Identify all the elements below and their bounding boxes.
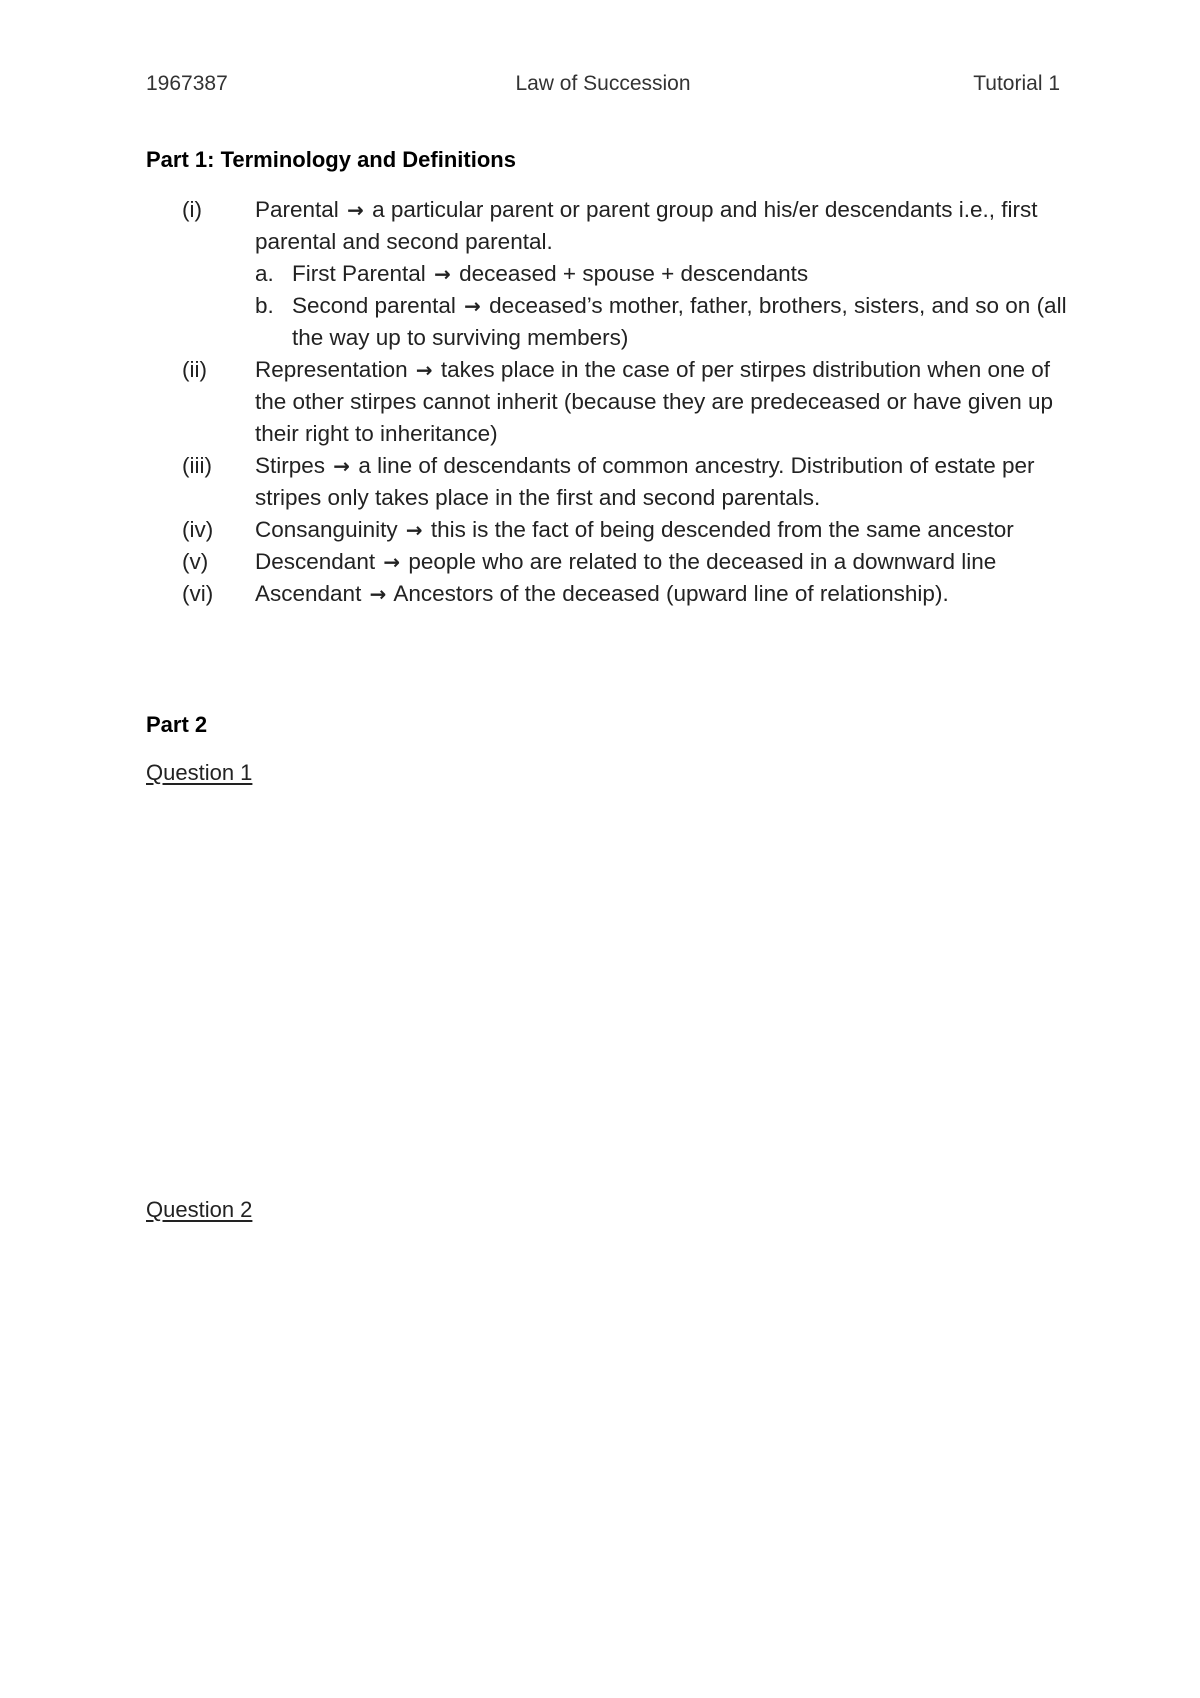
header-course-title: Law of Succession <box>515 72 691 95</box>
arrow-right-icon: → <box>434 262 451 286</box>
definition-numeral: (iii) <box>182 453 212 478</box>
definition-subitem <box>255 290 1071 354</box>
part2-heading: Part 2 <box>146 712 208 737</box>
arrow-right-icon: → <box>383 550 401 574</box>
definition-term: Consanguinity <box>255 517 398 542</box>
definition-item <box>146 194 1071 354</box>
subitem-term: Second parental <box>292 293 456 318</box>
definition-item <box>146 546 1071 578</box>
subitem-text: deceased’s mother, father, brothers, sisters, and so on (all the way up to surviving members) <box>292 293 1067 350</box>
arrow-right-icon: → <box>369 582 387 606</box>
definition-term: Ascendant <box>255 581 362 606</box>
subitem-letter: a. <box>255 261 274 286</box>
definition-text: takes place in the case of per stirpes distribution when one of the other stirpes cannot inherit (because they are predeceased or have given up their right to inheritance) <box>255 357 1054 446</box>
header-tutorial-label: Tutorial 1 <box>973 72 1060 95</box>
definition-numeral: (ii) <box>182 357 207 382</box>
subitem-text: deceased + spouse + descendants <box>459 261 809 286</box>
definition-item <box>146 514 1071 546</box>
definition-item <box>146 354 1071 450</box>
definition-text: this is the fact of being descended from the same ancestor <box>430 517 1014 542</box>
definitions-list <box>146 194 1071 610</box>
definition-term: Stirpes <box>255 453 326 478</box>
arrow-right-icon: → <box>464 294 481 318</box>
arrow-right-icon: → <box>347 198 364 222</box>
definition-subitem <box>255 258 1071 290</box>
definition-term: Parental <box>255 197 339 222</box>
arrow-right-icon: → <box>405 518 423 542</box>
definition-text: a line of descendants of common ancestry. Distribution of estate per stripes only takes place in the first and second parentals. <box>255 453 1035 510</box>
definition-numeral: (i) <box>182 197 202 222</box>
page-header <box>146 72 1060 98</box>
definition-term: Representation <box>255 357 408 382</box>
definition-text: people who are related to the deceased in a downward line <box>408 549 997 574</box>
header-student-id: 1967387 <box>146 72 228 95</box>
arrow-right-icon: → <box>333 454 351 478</box>
definition-item <box>146 450 1071 514</box>
subitem-term: First Parental <box>292 261 426 286</box>
definition-term: Descendant <box>255 549 376 574</box>
part1-heading: Part 1: Terminology and Definitions <box>146 147 516 172</box>
question-1-heading: Question 1 <box>146 760 253 785</box>
question-2-heading: Question 2 <box>146 1197 253 1222</box>
subitem-letter: b. <box>255 293 274 318</box>
definition-item <box>146 578 1071 610</box>
definition-numeral: (v) <box>182 549 209 574</box>
definition-text: Ancestors of the deceased (upward line of relationship). <box>393 581 949 606</box>
definition-numeral: (iv) <box>182 517 214 542</box>
definition-text: a particular parent or parent group and his/er descendants i.e., first parental and second parental. <box>255 197 1038 254</box>
arrow-right-icon: → <box>415 358 433 382</box>
definition-numeral: (vi) <box>182 581 214 606</box>
